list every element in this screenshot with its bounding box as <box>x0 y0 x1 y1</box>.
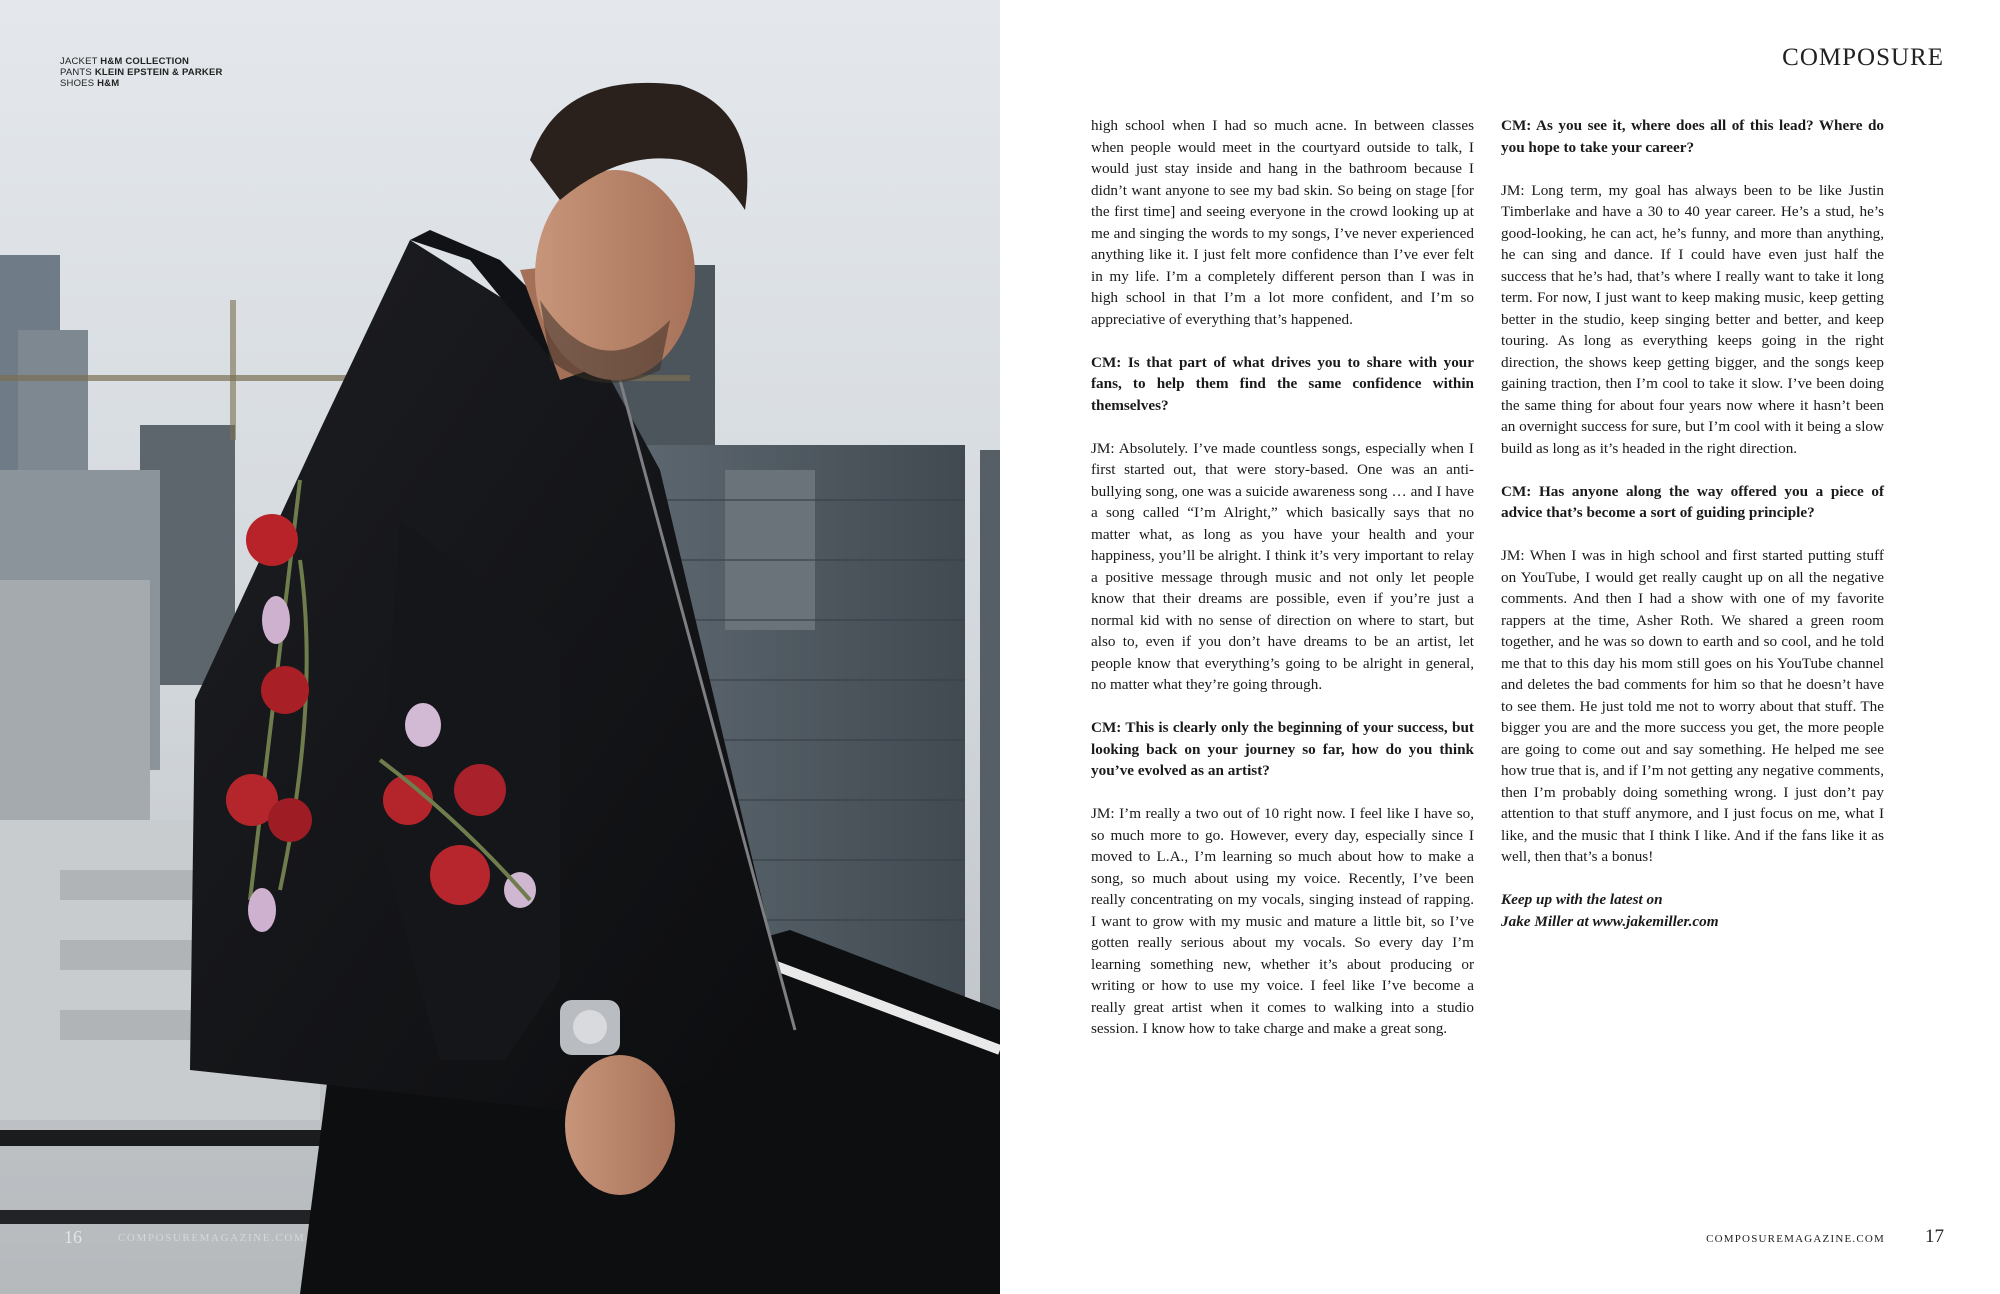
footer-site-left: COMPOSUREMAGAZINE.COM <box>118 1232 306 1244</box>
article-column-2 <box>1501 115 1884 954</box>
question-paragraph: CM: Has anyone along the way offered you a piece of advice that’s become a sort of guiding principle? <box>1501 482 1884 521</box>
tagline <box>1501 889 1884 932</box>
building <box>980 450 1000 1010</box>
right-page-article <box>1000 0 2000 1294</box>
answer-paragraph: JM: Long term, my goal has always been to be like Justin Timberlake and have a 30 to 40 year career. He’s a stud, he’s good-looking, he can act, he’s funny, and more than anything, he can sing and dance. If I could have even just half the success that he’s had, that’s where I really want to take it long term. For now, I just want to keep making music, keep getting better in the studio, keep singing better and better, and keep touring. As long as everything keeps going in the right direction, the shows keep getting bigger, and the songs keep gaining traction, then I’m cool to take it slow. I’ve been doing the same thing for about four years now where it hasn’t been an overnight success for sure, but I’m cool with it being a slow build as long as it’s headed in the right direction. <box>1501 181 1884 457</box>
question-paragraph: CM: As you see it, where does all of this lead? Where do you hope to take your career? <box>1501 117 1884 156</box>
wardrobe-credits <box>60 56 223 89</box>
article-column-1 <box>1091 115 1474 1061</box>
hand <box>565 1055 675 1195</box>
crane <box>230 300 236 440</box>
answer-paragraph: JM: I’m really a two out of 10 right now. I feel like I have so, so much more to go. However, every day, especially since I moved to L.A., I’m learning so much about how to make a song, so much about using my voice. Recently, I’ve been really concentrating on my vocals, singing instead of rapping. I want to grow with my music and mature a little bit, so I’ve gotten really serious about my vocals. So every day I’m learning something new, whether it’s about producing or writing or how to use my voice. I feel like I’ve become a really great artist when it comes to walking into a studio session. I know how to take charge and make a great song. <box>1091 805 1474 1037</box>
footer-site-right: COMPOSUREMAGAZINE.COM <box>1706 1233 1885 1245</box>
tagline-line: Jake Miller at www.jakemiller.com <box>1501 912 1719 930</box>
question-paragraph: CM: This is clearly only the beginning of your success, but looking back on your journey so far, how do you think you’ve evolved as an artist? <box>1091 719 1474 779</box>
credit-line: SHOES H&M <box>60 78 120 89</box>
page-number-left: 16 <box>64 1227 82 1247</box>
tagline-line: Keep up with the latest on <box>1501 891 1663 908</box>
answer-paragraph: JM: When I was in high school and first started putting stuff on YouTube, I would get really caught up on all the negative comments. And then I had a show with one of my favorite rappers at the time, Asher Roth. We shared a green room together, and he was so down to earth and so cool, and he told me that to this day his mom still goes on his YouTube channel and deletes the bad comments for him so that he doesn’t have to see them. He just told me not to worry about that stuff. The bigger you are and the more success you get, the more people are going to come out and say something. He helped me see how true that is, and if I’m not getting any negative comments, then I’m probably doing something wrong. I just don’t pay attention to that stuff anymore, and I just focus on me, what I like, and the music that I think I like. And if the fans like it as well, then that’s a bonus! <box>1501 547 1884 865</box>
credit-line: JACKET H&M COLLECTION <box>60 56 190 67</box>
question-paragraph: CM: Is that part of what drives you to share with your fans, to help them find the same confidence within themselves? <box>1091 353 1474 414</box>
page-number-right: 17 <box>1925 1226 1944 1247</box>
credit-line: PANTS KLEIN EPSTEIN & PARKER <box>60 67 223 78</box>
answer-paragraph: JM: Absolutely. I’ve made countless songs, especially when I first started out, that were story-based. One was an anti-bullying song, one was a suicide awareness song … and I have a song called “I’m Alright,” which basically says that no matter what, as long as you have your health and your happiness, you’ll be alright. I think it’s very important to relay a positive message through music and not only let people know that their dreams are possible, even if you’re just a normal kid with no sense of direction on where to start, but also to, even if you don’t have dreams to be an artist, let people know that everything’s going to be alright in general, no matter what they’re going through. <box>1091 439 1474 693</box>
watch-face <box>573 1010 607 1044</box>
answer-paragraph: high school when I had so much acne. In between classes when people would meet in the courtyard outside to talk, I would just stay inside and hang in the bathroom because I didn’t want anyone to see my bad skin. So being on stage [for the first time] and seeing everyone in the crowd looking up at me and singing the words to my songs, I’ve never experienced anything like it. I just felt more confidence than I’ve ever felt in my life. I’m a completely different person than I was in high school in that I’m a lot more confident, and I’m so appreciative of everything that’s happened. <box>1091 117 1474 328</box>
building <box>725 470 815 630</box>
magazine-masthead: COMPOSURE <box>1782 44 1944 71</box>
